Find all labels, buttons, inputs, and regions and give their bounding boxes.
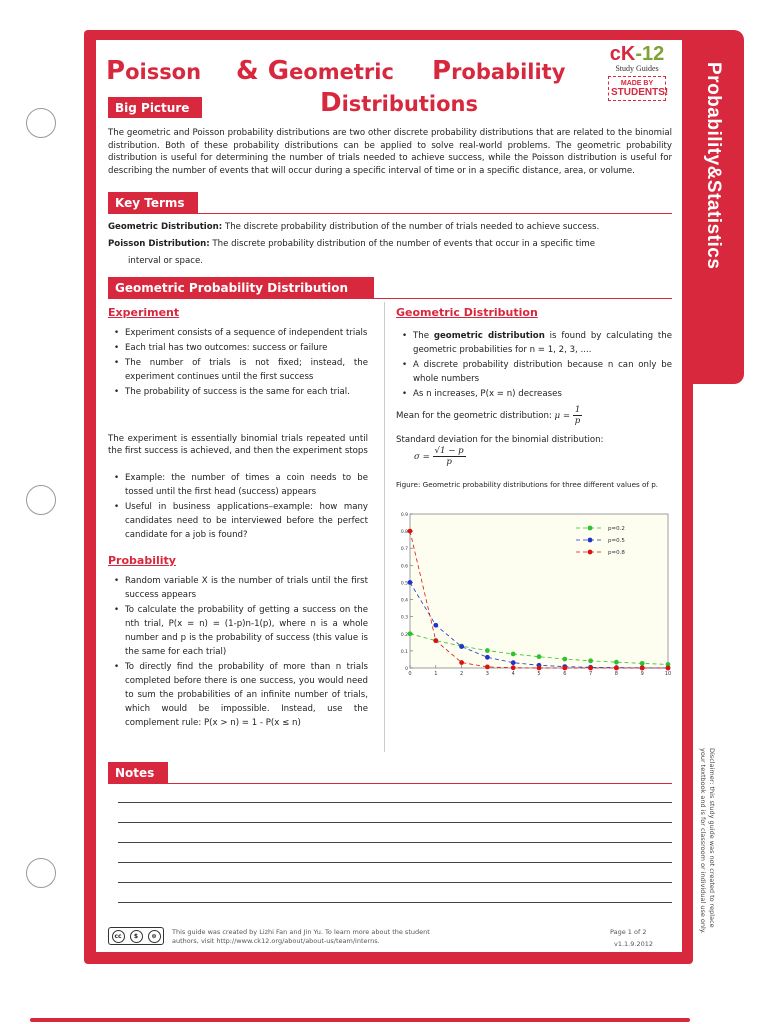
key-term-poisson: Poisson Distribution: The discrete probability distribution of the number of events that occur in a specific time [108, 239, 596, 249]
y-tick-label: 0.2 [400, 632, 408, 638]
list-item: • Example: the number of times a coin needs to be tossed until the first head (success) appears [108, 471, 368, 499]
ck12-logo: cK-12 Study Guides MADE BY STUDENTS! [606, 44, 668, 110]
note-line [118, 862, 672, 863]
x-tick-label: 6 [563, 671, 567, 677]
title-word-probability: Probability [432, 56, 566, 86]
list-item: • Each trial has two outcomes: success or failure [108, 341, 368, 355]
y-tick-label: 0.8 [400, 530, 408, 536]
y-tick-label: 0.4 [400, 598, 408, 604]
list-item: • As n increases, P(x = n) decreases [396, 387, 672, 401]
sd-formula: σ = $\frac{√1 - p}{p}$ [414, 446, 464, 467]
geometric-distribution-title: Geometric Distribution [396, 306, 538, 319]
data-point [614, 660, 619, 665]
data-point [408, 631, 413, 636]
data-point [640, 661, 645, 666]
note-line [118, 902, 672, 903]
sd-label: Standard deviation for the binomial distribution: [396, 435, 604, 445]
data-point [485, 655, 490, 660]
made-by-students-stamp: MADE BY STUDENTS! [608, 76, 666, 101]
note-line [118, 822, 672, 823]
title-word-distributions: Distributions [320, 88, 478, 118]
data-point [459, 660, 464, 665]
note-line [118, 842, 672, 843]
data-point [408, 529, 413, 534]
gpd-rule [108, 298, 672, 299]
geometric-distribution-list [396, 329, 672, 402]
probability-title: Probability [108, 554, 176, 567]
legend-marker [588, 538, 593, 543]
plot-area [410, 514, 668, 668]
x-tick-label: 4 [511, 671, 515, 677]
notes-rule [108, 783, 672, 784]
experiment-paragraph: The experiment is essentially binomial trials repeated until the first success is achieved, and then the experiment stops [108, 434, 368, 456]
data-point [537, 666, 542, 671]
probability-list [108, 574, 368, 731]
data-point [562, 666, 567, 671]
y-tick-label: 0.1 [400, 649, 408, 655]
data-point [433, 638, 438, 643]
x-tick-label: 8 [614, 671, 618, 677]
y-tick-label: 0 [405, 667, 408, 672]
list-item: • Random variable X is the number of trials until the first success appears [108, 574, 368, 602]
list-item: • To calculate the probability of getting a success on the nth trial, P(x = n) = (1-p)n-1(p), where n is a whole number and p is the probability of success (this value is the same for each trial) [108, 603, 368, 659]
legend-label: p=0.5 [608, 538, 625, 544]
data-point [640, 666, 645, 671]
legend-marker [588, 550, 593, 555]
gpd-header: Geometric Probability Distribution [108, 277, 374, 298]
list-item: • Useful in business applications–example: how many candidates need to be interviewed before the perfect candidate for a job is found? [108, 500, 368, 542]
note-line [118, 802, 672, 803]
list-item: • A discrete probability distribution because n can only be whole numbers [396, 358, 672, 386]
y-tick-label: 0.6 [400, 564, 408, 570]
key-terms-header: Key Terms [108, 192, 198, 213]
next-page-edge [30, 1018, 690, 1022]
y-tick-label: 0.9 [400, 513, 408, 518]
legend-marker [588, 526, 593, 531]
x-tick-label: 1 [434, 671, 438, 677]
data-point [511, 652, 516, 657]
x-tick-label: 2 [460, 671, 464, 677]
big-picture-text: The geometric and Poisson probability distributions are two other discrete probability distributions that are related to the binomial distribution. Both of these probability distributions can be applied to solve real-world problems. The geometric probability distribution is useful for determining the number of trials needed to achieve success, while the Poisson distribution is useful for describing the number of events that will occur during a specific interval of time or in a specific distance, area, or volume. [108, 128, 672, 176]
x-tick-label: 0 [408, 671, 412, 677]
creative-commons-badge: cc $ ⊜ [108, 927, 164, 945]
column-divider [384, 302, 385, 752]
binder-hole-bottom [26, 858, 56, 888]
key-terms-rule [108, 213, 672, 214]
data-point [537, 654, 542, 659]
binder-hole-middle [26, 485, 56, 515]
data-point [614, 666, 619, 671]
list-item: • The probability of success is the same for each trial. [108, 385, 368, 399]
data-point [485, 665, 490, 670]
title-word-poisson: Poisson [106, 56, 202, 86]
data-point [562, 657, 567, 662]
version: v1.1.9.2012 [614, 940, 653, 948]
notes-header: Notes [108, 762, 168, 783]
experiment-list [108, 326, 368, 400]
y-tick-label: 0.3 [400, 615, 408, 621]
y-tick-label: 0.5 [400, 581, 408, 587]
binder-hole-top [26, 108, 56, 138]
data-point [433, 623, 438, 628]
list-item: • Experiment consists of a sequence of independent trials [108, 326, 368, 340]
data-point [408, 580, 413, 585]
y-tick-label: 0.7 [400, 547, 408, 553]
key-term-geometric: Geometric Distribution: The discrete probability distribution of the number of trials needed to achieve success. [108, 222, 600, 232]
x-tick-label: 3 [485, 671, 489, 677]
data-point [511, 660, 516, 665]
legend-label: p=0.8 [608, 550, 625, 556]
x-tick-label: 10 [664, 671, 672, 677]
note-line [118, 882, 672, 883]
legend-label: p=0.2 [608, 526, 625, 532]
page-number: Page 1 of 2 [610, 928, 647, 936]
data-point [459, 644, 464, 649]
list-item: • To directly find the probability of more than n trials completed before there is one success, you would need to sum the probabilities of an infinite number of trials, which would be impossible. Instead, use the complement rule: P(x > n) = 1 - P(x ≤ n) [108, 660, 368, 730]
big-picture-header: Big Picture [108, 97, 202, 118]
list-item: • The number of trials is not fixed; instead, the experiment continues until the first success [108, 356, 368, 384]
x-tick-label: 5 [537, 671, 541, 677]
side-tab-label: Probability&Statistics [703, 62, 724, 270]
list-item: • The geometric distribution is found by calculating the geometric probabilities for n = 1, 2, 3, .... [396, 329, 672, 357]
data-point [511, 665, 516, 670]
disclaimer: Disclaimer: this study guide was not created to replace your textbook and is for classroom or individual use only. [699, 748, 716, 934]
credit-line-2: authors, visit http://www.ck12.org/about/about-us/team/interns. [172, 937, 380, 945]
data-point [485, 648, 490, 653]
credit-line-1: This guide was created by Lizhi Fan and Jin Yu. To learn more about the student [172, 928, 430, 936]
mean-formula: Mean for the geometric distribution: μ = $\frac{1}{p}$ [396, 405, 581, 426]
geometric-distribution-chart [398, 508, 676, 686]
data-point [588, 658, 593, 663]
title-word-geometric: & Geometric [236, 56, 394, 86]
key-term-poisson-cont: interval or space. [128, 256, 203, 266]
experiment-list-2 [108, 471, 368, 543]
data-point [588, 666, 593, 671]
figure-caption: Figure: Geometric probability distributions for three different values of p. [396, 480, 659, 489]
x-tick-label: 9 [640, 671, 644, 677]
experiment-title: Experiment [108, 306, 180, 319]
data-point [666, 666, 671, 671]
x-tick-label: 7 [589, 671, 593, 677]
